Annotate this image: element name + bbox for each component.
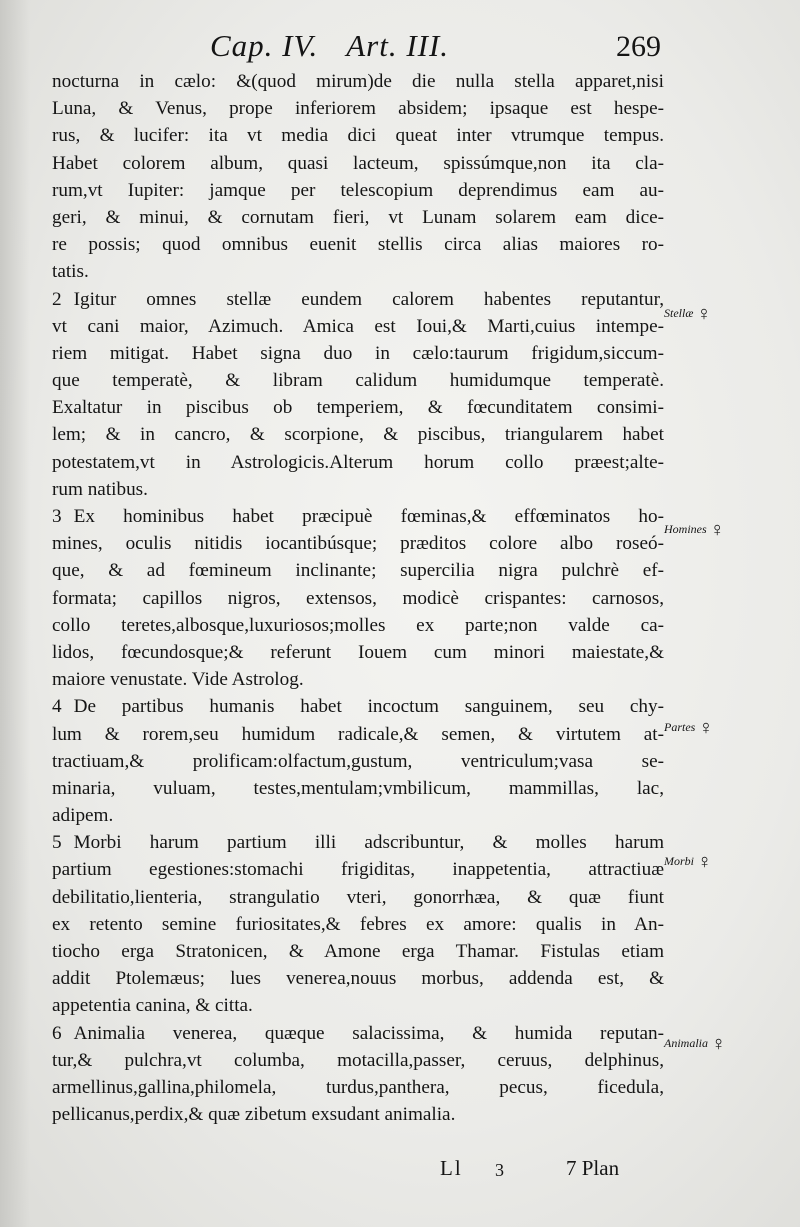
text-line xyxy=(52,585,664,612)
line-text: partium egestiones:stomachi frigiditas, inappetentia, attractiuæ xyxy=(52,859,664,881)
text-line xyxy=(52,721,664,748)
text-line xyxy=(52,884,664,911)
article-heading: Art. III. xyxy=(346,28,450,63)
body-text xyxy=(52,68,664,1128)
text-line xyxy=(52,286,664,313)
text-line xyxy=(52,557,664,584)
paragraph xyxy=(52,68,664,286)
text-line xyxy=(52,612,664,639)
margin-note-label: Animalia xyxy=(664,1036,708,1050)
line-text: Igitur omnes stellæ eundem calorem habentes reputantur, xyxy=(73,288,664,310)
text-line xyxy=(52,666,664,693)
margin-note xyxy=(664,519,725,542)
line-text: debilitatio,lienteria, strangulatio vteri, gonorrhæa, & quæ fiunt xyxy=(52,886,664,908)
text-line xyxy=(52,639,664,666)
text-line xyxy=(52,367,664,394)
text-line xyxy=(52,122,664,149)
paragraph-number: 2 xyxy=(52,288,62,310)
text-line xyxy=(52,394,664,421)
text-line xyxy=(52,1101,664,1128)
text-line xyxy=(52,829,664,856)
margin-note-label: Homines xyxy=(664,522,707,536)
margin-note xyxy=(664,717,714,740)
signature-number: 3 xyxy=(495,1160,504,1180)
line-text: rum,vt Iupiter: jamque per telescopium deprendimus eam au- xyxy=(52,179,664,201)
text-line xyxy=(52,693,664,720)
line-text: riem mitigat. Habet signa duo in cælo:taurum frigidum,siccum- xyxy=(52,342,664,364)
text-line xyxy=(52,802,664,829)
paragraph-number: 3 xyxy=(52,506,62,527)
line-text: rus, & lucifer: ita vt media dici queat inter vtrumque tempus. xyxy=(52,125,664,147)
line-text: Exaltatur in piscibus ob temperiem, & fœcunditatem consimi- xyxy=(52,397,664,419)
text-line xyxy=(52,1047,664,1074)
venus-symbol-icon: ♀ xyxy=(698,717,714,740)
text-line xyxy=(52,340,664,367)
venus-symbol-icon: ♀ xyxy=(696,303,712,326)
page-number: 269 xyxy=(616,30,661,63)
text-line xyxy=(52,68,664,95)
text-line xyxy=(52,258,664,285)
margin-note xyxy=(664,851,712,874)
margin-note-label: Stellæ xyxy=(664,306,694,320)
line-text: Ex hominibus habet præcipuè fœminas,& effœminatos ho- xyxy=(73,506,664,527)
paragraph xyxy=(52,693,664,829)
text-line xyxy=(52,95,664,122)
line-text: De partibus humanis habet incoctum sanguinem, seu chy- xyxy=(73,696,664,718)
page-footer xyxy=(0,1152,800,1192)
signature-mark: Ll xyxy=(440,1156,463,1180)
chapter-heading: Cap. IV. xyxy=(210,28,319,63)
line-text: que temperatè, & libram calidum humidumque temperatè. xyxy=(52,370,664,392)
text-line xyxy=(52,231,664,258)
venus-symbol-icon: ♀ xyxy=(711,1033,726,1056)
line-text: adipem. xyxy=(52,805,114,827)
venus-symbol-icon: ♀ xyxy=(709,519,725,542)
paragraph-number: 4 xyxy=(52,696,62,718)
text-line xyxy=(52,992,664,1019)
margin-note xyxy=(664,303,712,326)
text-line xyxy=(52,150,664,177)
text-line xyxy=(52,449,664,476)
line-text: appetentia canina, & citta. xyxy=(52,995,253,1017)
line-text: addit Ptolemæus; lues venerea,nouus morbus, addenda est, & xyxy=(52,968,664,990)
text-line xyxy=(52,476,664,503)
line-text: Morbi harum partium illi adscribuntur, & molles harum xyxy=(73,832,664,854)
line-text: rum natibus. xyxy=(52,478,148,500)
page-header xyxy=(0,22,800,72)
text-line xyxy=(52,911,664,938)
line-text: re possis; quod omnibus euenit stellis circa alias maiores ro- xyxy=(52,234,664,256)
text-line xyxy=(52,1074,664,1101)
paragraph xyxy=(52,829,664,1019)
line-text: vt cani maior, Azimuch. Amica est Ioui,& Marti,cuius intempe- xyxy=(52,315,664,337)
text-line xyxy=(52,503,664,530)
line-text: nocturna in cælo: &(quod mirum)de die nulla stella apparet,nisi xyxy=(52,71,664,92)
line-text: que, & ad fœmineum inclinante; supercilia nigra pulchrè ef- xyxy=(52,560,664,582)
paragraph xyxy=(52,503,664,693)
text-line xyxy=(52,1020,664,1047)
text-line xyxy=(52,313,664,340)
paragraph xyxy=(52,286,664,504)
venus-symbol-icon: ♀ xyxy=(697,851,712,874)
margin-note xyxy=(664,1033,726,1056)
paragraph xyxy=(52,1020,664,1129)
line-text: pellicanus,perdix,& quæ zibetum exsudant animalia. xyxy=(52,1104,456,1126)
text-line xyxy=(52,530,664,557)
line-text: lidos, fœcundosque;& referunt Iouem cum minori maiestate,& xyxy=(52,641,664,663)
line-text: Habet colorem album, quasi lacteum, spissúmque,non ita cla- xyxy=(52,152,664,174)
line-text: tractiuam,& prolificam:olfactum,gustum, ventriculum;vasa se- xyxy=(52,750,664,772)
catchword: 7 Plan xyxy=(566,1156,620,1180)
text-line xyxy=(52,856,664,883)
margin-note-label: Morbi xyxy=(664,854,694,868)
text-line xyxy=(52,938,664,965)
paragraph-number: 6 xyxy=(52,1022,62,1044)
line-text: collo teretes,albosque,luxuriosos;molles ex parte;non valde ca- xyxy=(52,614,664,636)
line-text: geri, & minui, & cornutam fieri, vt Lunam solarem eam dice- xyxy=(52,206,664,228)
line-text: Animalia venerea, quæque salacissima, & humida reputan- xyxy=(73,1022,664,1044)
line-text: tiocho erga Stratonicen, & Amone erga Thamar. Fistulas etiam xyxy=(52,941,664,962)
line-text: Luna, & Venus, prope inferiorem absidem; ipsaque est hespe- xyxy=(52,98,664,120)
line-text: armellinus,gallina,philomela, turdus,panthera, pecus, ficedula, xyxy=(52,1076,664,1098)
margin-note-label: Partes xyxy=(664,720,696,734)
line-text: lem; & in cancro, & scorpione, & piscibus, triangularem habet xyxy=(52,424,664,446)
text-line xyxy=(52,177,664,204)
text-line xyxy=(52,775,664,802)
line-text: minaria, vuluam, testes,mentulam;vmbilicum, mammillas, lac, xyxy=(52,777,664,799)
line-text: tur,& pulchra,vt columba, motacilla,passer, ceruus, delphinus, xyxy=(52,1049,664,1071)
page-gutter-shadow xyxy=(0,0,30,1227)
text-line xyxy=(52,965,664,992)
text-line xyxy=(52,421,664,448)
line-text: formata; capillos nigros, extensos, modicè crispantes: carnosos, xyxy=(52,587,664,609)
line-text: tatis. xyxy=(52,261,89,283)
line-text: potestatem,vt in Astrologicis.Alterum horum collo præest;alte- xyxy=(52,451,664,473)
line-text: ex retento semine furiositates,& febres ex amore: qualis in An- xyxy=(52,913,664,935)
line-text: maiore venustate. Vide Astrolog. xyxy=(52,669,304,691)
running-head xyxy=(210,28,449,64)
text-line xyxy=(52,748,664,775)
line-text: mines, oculis nitidis iocantibúsque; præditos colore albo roseó- xyxy=(52,533,664,555)
text-line xyxy=(52,204,664,231)
line-text: lum & rorem,seu humidum radicale,& semen, & virtutem at- xyxy=(52,723,664,745)
paragraph-number: 5 xyxy=(52,832,62,854)
